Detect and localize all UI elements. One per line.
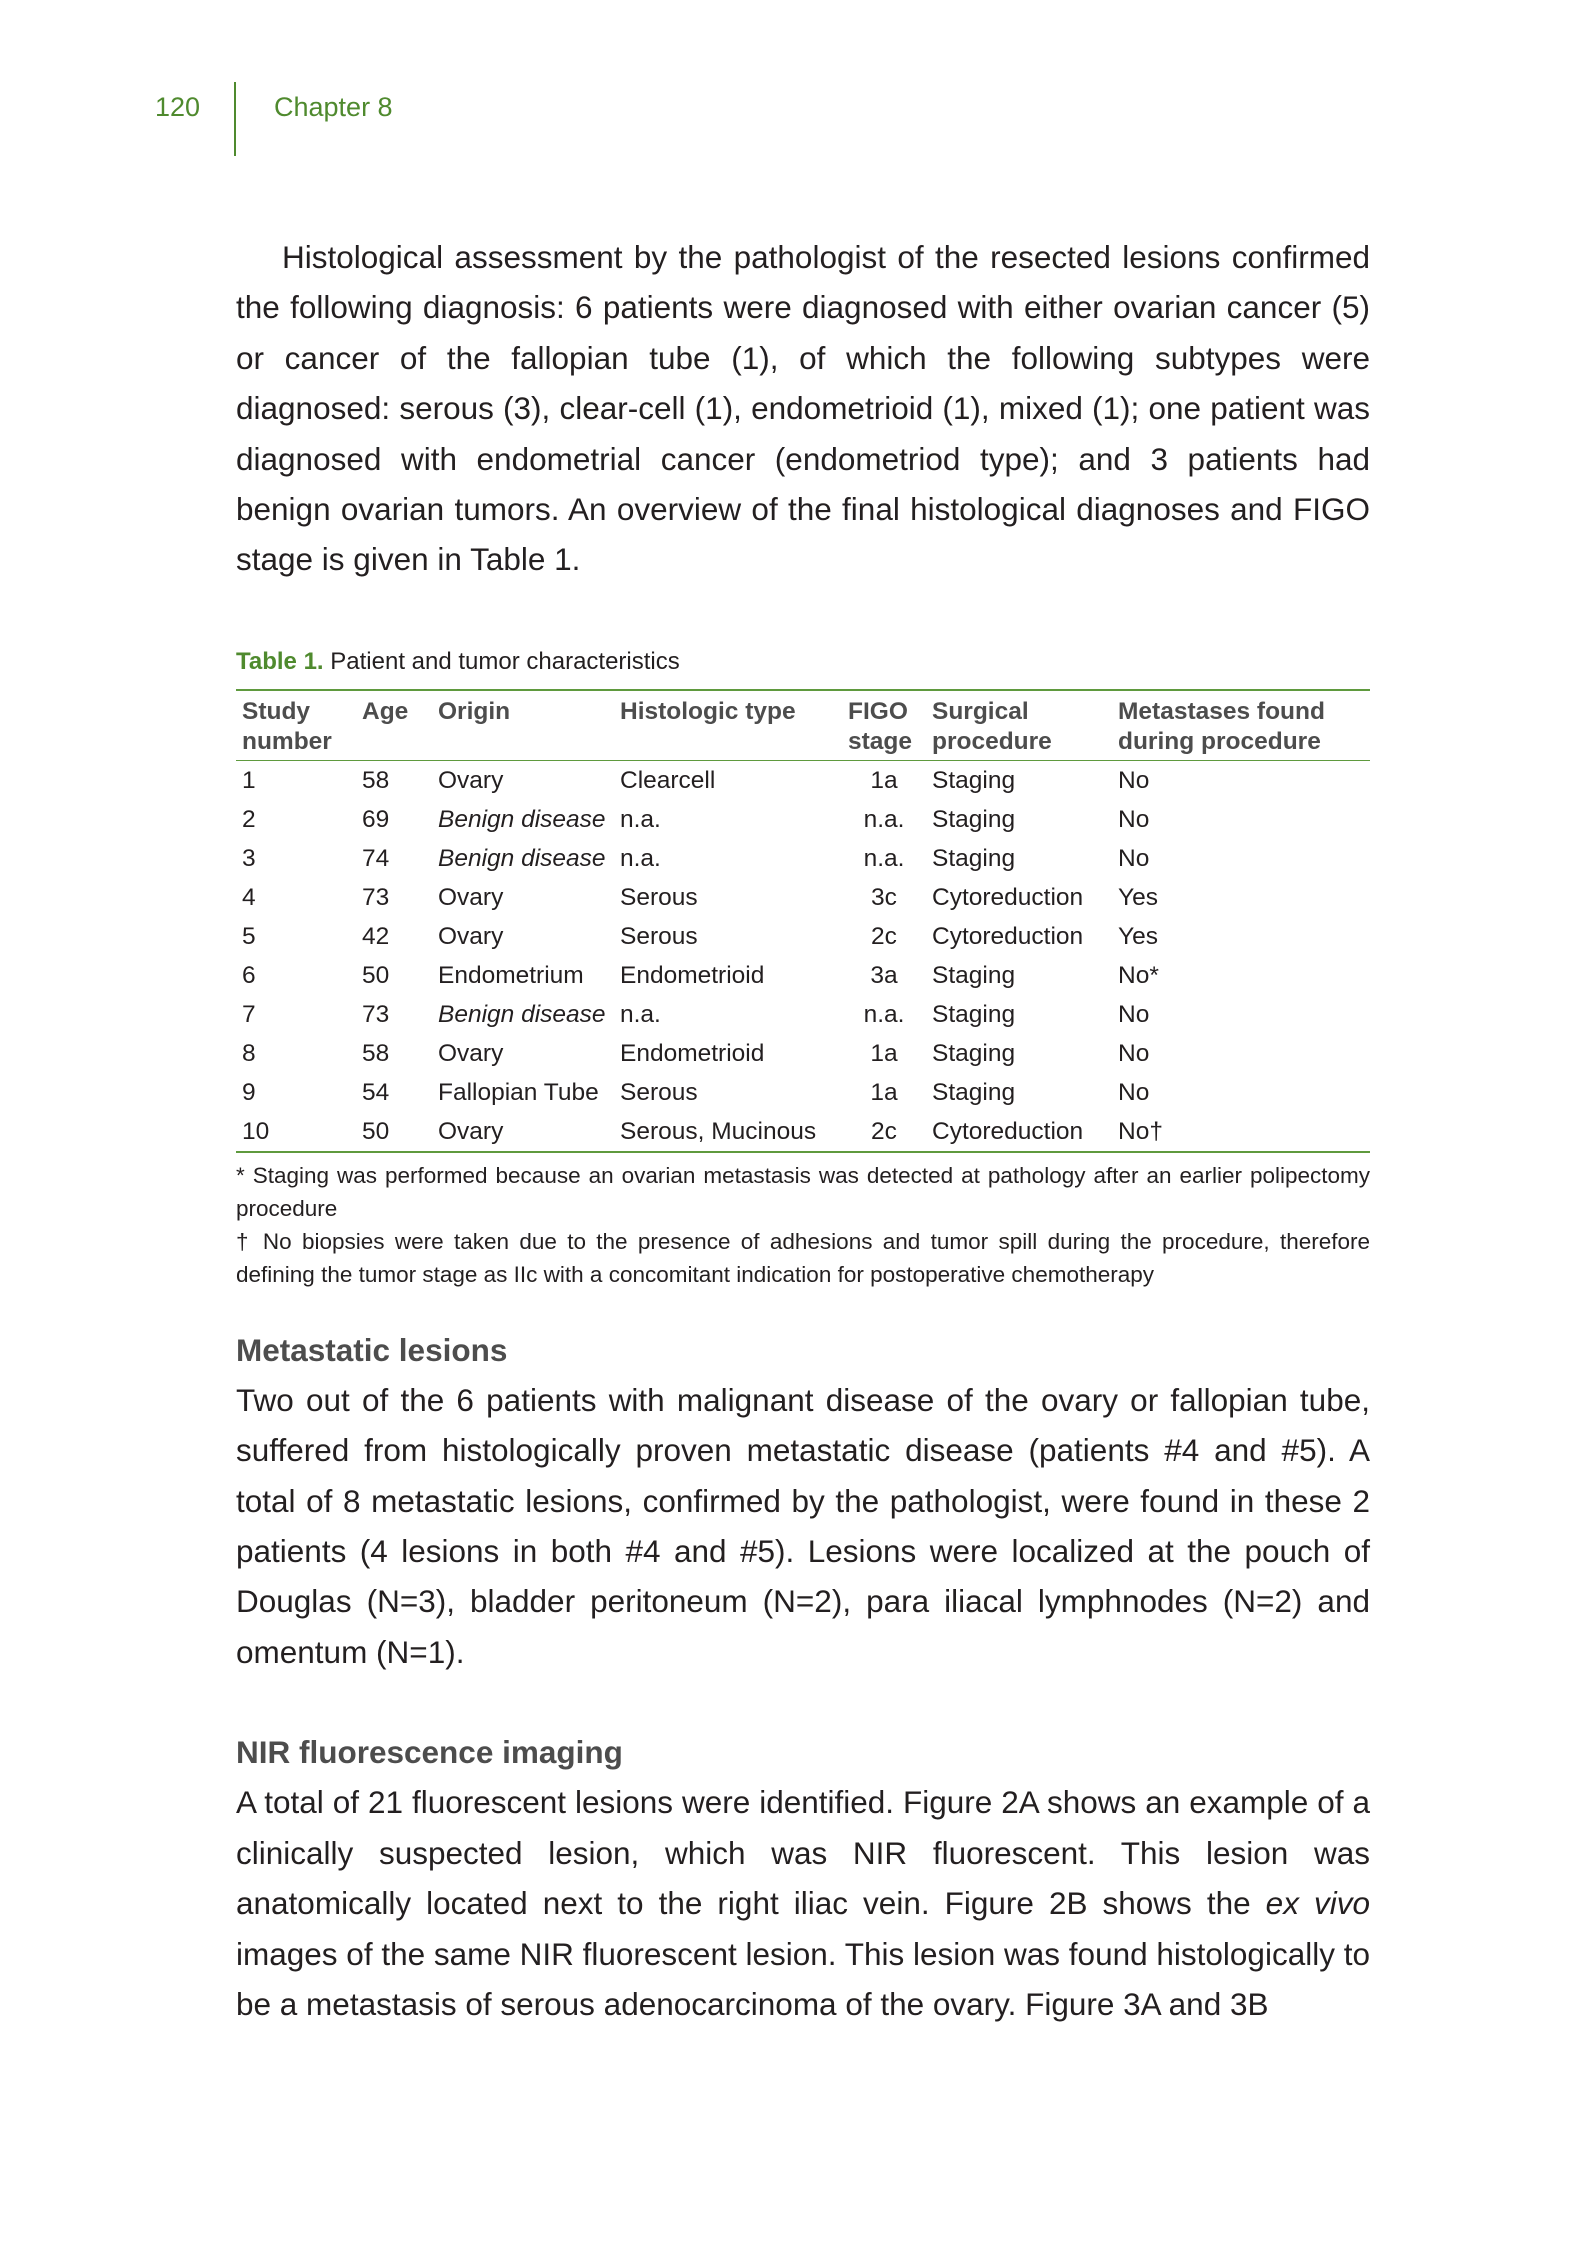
cell-metastases: No (1118, 805, 1150, 833)
chapter-label: Chapter 8 (274, 92, 393, 122)
page-number: 120 (154, 92, 200, 122)
table-footnotes (236, 1159, 1370, 1291)
page-content (236, 232, 1370, 2029)
table-header-row (236, 690, 1370, 761)
cell-figo-stage: 1a (870, 766, 898, 794)
cell-study-number: 2 (242, 805, 256, 833)
footnote-dagger: † No biopsies were taken due to the presence of adhesions and tumor spill during the procedure, therefore defining the tumor stage as IIc with a concomitant indication for postoperative chemotherapy (236, 1228, 1370, 1287)
cell-surgical-procedure: Cytoreduction (932, 883, 1084, 911)
cell-age: 58 (362, 1039, 390, 1067)
table-row (236, 878, 1370, 917)
cell-histologic-type: n.a. (620, 805, 661, 833)
table-row (236, 956, 1370, 995)
nir-text-ex-vivo: ex vivo (1265, 1885, 1370, 1922)
nir-text-part-1: A total of 21 fluorescent lesions were identified. Figure 2A shows an example of a clinically suspected lesion, which was NIR fluorescent. This lesion was anatomically located next to the right iliac vein. Figure 2B shows the (236, 1784, 1370, 1922)
cell-origin: Benign disease (438, 1000, 606, 1028)
cell-age: 58 (362, 766, 390, 794)
cell-study-number: 3 (242, 844, 256, 872)
cell-age: 73 (362, 883, 390, 911)
metastatic-lesions-paragraph: Two out of the 6 patients with malignant disease of the ovary or fallopian tube, suffered from histologically proven metastatic disease (patients #4 and #5). A total of 8 metastatic lesions, confirmed by the pathologist, were found in these 2 patients (4 lesions in both #4 and #5). Lesions were localized at the pouch of Douglas (N=3), bladder peritoneum (N=2), para iliacal lymphnodes (N=2) and omentum (N=1). (236, 1381, 1370, 1670)
cell-origin: Ovary (432, 1112, 614, 1152)
table-row (236, 800, 1370, 839)
cell-metastases: No (1118, 1039, 1150, 1067)
cell-surgical-procedure: Cytoreduction (932, 922, 1084, 950)
cell-metastases: No (1118, 766, 1150, 794)
cell-figo-stage: 2c (842, 1112, 926, 1152)
cell-metastases: No (1118, 1000, 1150, 1028)
cell-surgical-procedure: Staging (932, 844, 1016, 872)
cell-surgical-procedure: Staging (932, 1000, 1016, 1028)
header-histologic-type: Histologic type (614, 690, 842, 761)
header-divider (234, 82, 236, 156)
cell-figo-stage: 3a (870, 961, 898, 989)
cell-histologic-type: Serous (620, 922, 698, 950)
cell-age: 50 (362, 961, 390, 989)
table-caption (236, 647, 1370, 677)
cell-study-number: 1 (242, 766, 256, 794)
cell-study-number: 9 (242, 1078, 256, 1106)
cell-age: 50 (356, 1112, 432, 1152)
header-study-number: Study number (236, 690, 356, 761)
cell-study-number: 7 (242, 1000, 256, 1028)
cell-metastases: No† (1112, 1112, 1370, 1152)
header-origin: Origin (432, 690, 614, 761)
metastatic-lesions-heading: Metastatic lesions (236, 1331, 508, 1368)
cell-origin: Ovary (438, 883, 504, 911)
cell-surgical-procedure: Cytoreduction (926, 1112, 1112, 1152)
cell-origin: Fallopian Tube (438, 1078, 599, 1106)
table-row (236, 1112, 1370, 1152)
table-row (236, 1034, 1370, 1073)
cell-metastases: No (1118, 844, 1150, 872)
header-figo-stage: FIGO stage (842, 690, 926, 761)
nir-imaging-paragraph (236, 1777, 1370, 2029)
cell-age: 54 (362, 1078, 390, 1106)
nir-text-part-2: images of the same NIR fluorescent lesion. This lesion was found histologically to be a metastasis of serous adenocarcinoma of the ovary. Figure 3A and 3B (236, 1935, 1370, 2022)
header-metastases: Metastases found during procedure (1112, 690, 1370, 761)
table-row (236, 917, 1370, 956)
table-row (236, 995, 1370, 1034)
cell-origin: Ovary (438, 922, 504, 950)
table-row (236, 839, 1370, 878)
cell-surgical-procedure: Staging (932, 1078, 1016, 1106)
cell-origin: Ovary (438, 1039, 504, 1067)
cell-figo-stage: n.a. (863, 805, 905, 833)
footnote-asterisk: * Staging was performed because an ovarian metastasis was detected at pathology after an earlier polipectomy procedure (236, 1162, 1370, 1221)
cell-age: 73 (362, 1000, 390, 1028)
cell-histologic-type: Endometrioid (620, 1039, 765, 1067)
cell-age: 42 (362, 922, 390, 950)
cell-study-number: 8 (242, 1039, 256, 1067)
cell-histologic-type: Endometrioid (620, 961, 765, 989)
cell-figo-stage: 1a (870, 1078, 898, 1106)
table-caption-text: Patient and tumor characteristics (330, 647, 680, 675)
cell-histologic-type: Serous, Mucinous (614, 1112, 842, 1152)
cell-study-number: 6 (242, 961, 256, 989)
intro-paragraph: Histological assessment by the pathologist of the resected lesions confirmed the following diagnosis: 6 patients were diagnosed with either ovarian cancer (5) or cancer of the fallopian tube (1), of which the following subtypes were diagnosed: serous (3), clear-cell (1), endometrioid (1), mixed (1); one patient was diagnosed with endometrial cancer (endometriod type); and 3 patients had benign ovarian tumors. An overview of the final histological diagnoses and FIGO stage is given in Table 1. (236, 239, 1370, 578)
page-header (0, 92, 1593, 162)
header-age: Age (356, 690, 432, 761)
cell-histologic-type: n.a. (620, 1000, 661, 1028)
table-row (236, 760, 1370, 800)
cell-age: 69 (362, 805, 390, 833)
cell-histologic-type: Clearcell (620, 766, 716, 794)
cell-surgical-procedure: Staging (932, 766, 1016, 794)
cell-study-number: 4 (242, 883, 256, 911)
patient-characteristics-table (236, 689, 1370, 1153)
table-caption-label: Table 1. (236, 647, 324, 675)
cell-origin: Benign disease (438, 844, 606, 872)
nir-imaging-heading: NIR fluorescence imaging (236, 1734, 623, 1771)
cell-figo-stage: n.a. (863, 844, 905, 872)
cell-origin: Ovary (438, 766, 504, 794)
cell-surgical-procedure: Staging (932, 805, 1016, 833)
cell-figo-stage: 2c (871, 922, 897, 950)
cell-age: 74 (362, 844, 390, 872)
cell-histologic-type: n.a. (620, 844, 661, 872)
cell-histologic-type: Serous (620, 1078, 698, 1106)
cell-figo-stage: 3c (871, 883, 897, 911)
cell-origin: Endometrium (438, 961, 584, 989)
cell-origin: Benign disease (438, 805, 606, 833)
cell-metastases: Yes (1118, 922, 1158, 950)
cell-histologic-type: Serous (620, 883, 698, 911)
table-row (236, 1073, 1370, 1112)
cell-study-number: 10 (236, 1112, 356, 1152)
cell-metastases: Yes (1118, 883, 1158, 911)
header-surgical-procedure: Surgical procedure (926, 690, 1112, 761)
cell-figo-stage: 1a (870, 1039, 898, 1067)
cell-study-number: 5 (242, 922, 256, 950)
cell-figo-stage: n.a. (863, 1000, 905, 1028)
cell-metastases: No (1118, 1078, 1150, 1106)
cell-metastases: No* (1118, 961, 1159, 989)
table-body (236, 760, 1370, 1152)
cell-surgical-procedure: Staging (932, 1039, 1016, 1067)
cell-surgical-procedure: Staging (932, 961, 1016, 989)
